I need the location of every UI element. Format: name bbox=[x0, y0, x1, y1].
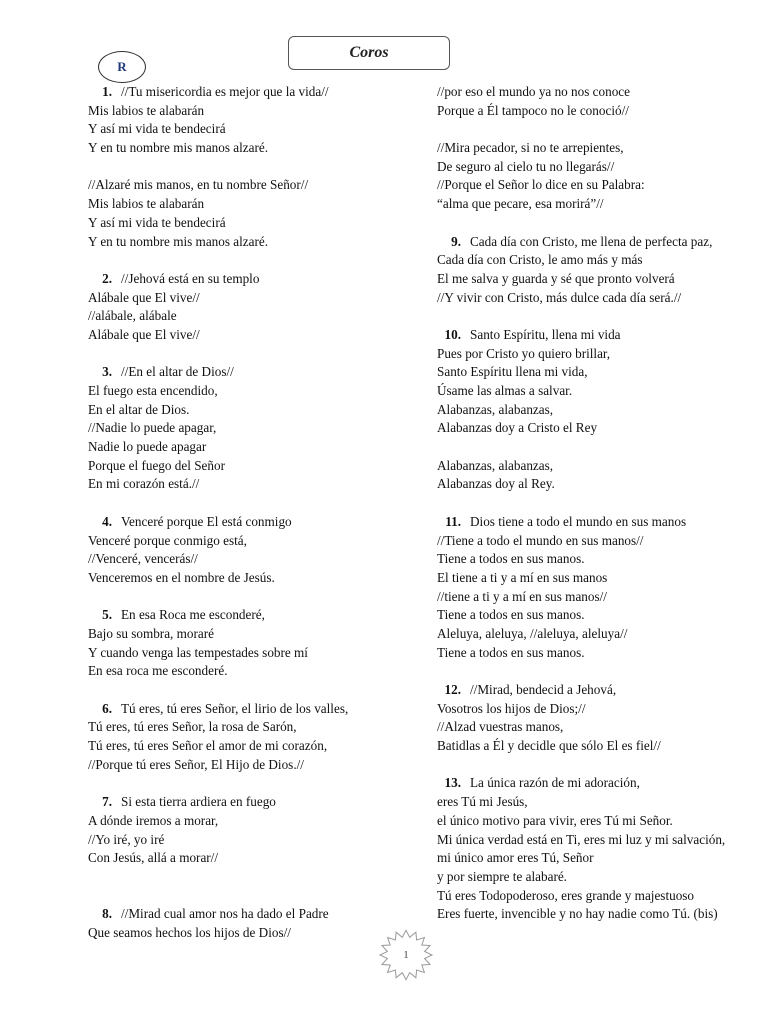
lyric-text: Con Jesús, allá a morar// bbox=[88, 850, 219, 866]
lyric-line bbox=[437, 849, 757, 868]
lyric-text: Cada día con Cristo, le amo más y más bbox=[437, 252, 643, 268]
lyric-line bbox=[437, 831, 757, 850]
lyric-line bbox=[88, 756, 388, 775]
lyric-text: Mis labios te alabarán bbox=[88, 196, 205, 212]
lyric-line bbox=[437, 532, 757, 551]
lyric-text: Bajo su sombra, moraré bbox=[88, 625, 214, 641]
lyric-text: //Mirad, bendecid a Jehová, bbox=[470, 682, 617, 697]
lyric-line bbox=[88, 195, 388, 214]
lyric-text: La única razón de mi adoración, bbox=[470, 775, 640, 791]
lyric-line bbox=[437, 905, 757, 924]
lyric-line bbox=[88, 102, 388, 121]
blank-line bbox=[437, 438, 757, 457]
lyric-line bbox=[88, 401, 388, 420]
lyric-text: //Jehová está en su templo bbox=[121, 270, 260, 286]
song-number: 2. bbox=[102, 270, 112, 286]
lyric-line bbox=[437, 83, 757, 102]
lyric-text: Si esta tierra ardiera en fuego bbox=[121, 794, 276, 810]
lyric-text: //Alzaré mis manos, en tu nombre Señor// bbox=[88, 177, 309, 193]
song-number: 3. bbox=[102, 364, 112, 380]
blank-line bbox=[88, 868, 388, 887]
lyric-line bbox=[88, 233, 388, 252]
lyric-line bbox=[437, 326, 757, 345]
stanza-gap bbox=[88, 494, 388, 513]
lyric-text: Batidlas a Él y decidle que sólo El es fiel// bbox=[437, 738, 661, 754]
lyric-line bbox=[437, 625, 757, 644]
lyric-line bbox=[437, 158, 757, 177]
lyric-line bbox=[88, 924, 388, 943]
song-block bbox=[88, 83, 388, 251]
stanza-gap bbox=[437, 214, 757, 233]
blank-line bbox=[88, 158, 388, 177]
lyric-text: Mis labios te alabarán bbox=[88, 102, 205, 118]
lyric-line bbox=[88, 475, 388, 494]
song-block bbox=[88, 793, 388, 886]
song-number: 13. bbox=[444, 775, 461, 791]
lyric-text: Tú eres, tú eres Señor, el lirio de los valles, bbox=[121, 700, 349, 716]
lyric-text: Tú eres, tú eres Señor el amor de mi corazón, bbox=[88, 738, 328, 754]
lyric-text: Santo Espíritu, llena mi vida bbox=[470, 326, 621, 342]
lyric-text: Úsame las almas a salvar. bbox=[437, 383, 573, 398]
lyric-text: //Venceré, vencerás// bbox=[88, 551, 198, 567]
lyric-text: Que seamos hechos los hijos de Dios// bbox=[88, 924, 291, 940]
lyric-line bbox=[88, 662, 388, 681]
lyric-text: En esa Roca me esconderé, bbox=[121, 607, 265, 623]
lyric-text: Mi única verdad está en Ti, eres mi luz y mi salvación, bbox=[437, 831, 726, 847]
stanza-gap bbox=[88, 887, 388, 906]
lyric-line bbox=[437, 700, 757, 719]
song-number: 9. bbox=[451, 233, 461, 249]
song-block bbox=[437, 513, 757, 663]
song-block bbox=[437, 681, 757, 756]
lyric-text: A dónde iremos a morar, bbox=[88, 812, 219, 828]
lyric-text: Alabanzas, alabanzas, bbox=[437, 401, 554, 417]
lyric-text: Santo Espíritu llena mi vida, bbox=[437, 364, 588, 380]
lyric-text: En el altar de Dios. bbox=[88, 401, 190, 417]
lyric-text: En esa roca me esconderé. bbox=[88, 663, 228, 679]
lyric-text: //Yo iré, yo iré bbox=[88, 831, 165, 847]
song-block bbox=[88, 606, 388, 681]
lyric-text: //En el altar de Dios// bbox=[121, 364, 234, 380]
song-block bbox=[88, 270, 388, 345]
blank-line bbox=[437, 120, 757, 139]
lyric-text: Tiene a todos en sus manos. bbox=[437, 607, 585, 623]
song-block bbox=[437, 774, 757, 924]
lyric-text: Porque a Él tampoco no le conoció// bbox=[437, 102, 629, 118]
lyric-line bbox=[437, 588, 757, 607]
lyric-text: y por siempre te alabaré. bbox=[437, 868, 567, 884]
lyric-text: Pues por Cristo yo quiero brillar, bbox=[437, 345, 611, 361]
song-block bbox=[88, 363, 388, 494]
lyric-text: //Y vivir con Cristo, más dulce cada día será.// bbox=[437, 289, 682, 305]
song-block bbox=[437, 326, 757, 494]
lyric-line bbox=[437, 513, 757, 532]
lyric-line bbox=[437, 606, 757, 625]
lyric-line bbox=[437, 737, 757, 756]
lyric-line bbox=[88, 289, 388, 308]
lyric-line bbox=[437, 233, 757, 252]
lyric-line bbox=[437, 289, 757, 308]
lyric-line bbox=[88, 307, 388, 326]
lyric-line bbox=[88, 513, 388, 532]
lyric-line bbox=[437, 812, 757, 831]
lyric-text: Tú eres Todopoderoso, eres grande y majestuoso bbox=[437, 887, 695, 903]
lyric-line bbox=[88, 793, 388, 812]
lyric-line bbox=[88, 326, 388, 345]
lyric-line bbox=[437, 868, 757, 887]
lyric-text: Venceré porque El está conmigo bbox=[121, 513, 292, 529]
song-block bbox=[88, 905, 388, 942]
stanza-gap bbox=[88, 681, 388, 700]
lyric-line bbox=[88, 812, 388, 831]
lyric-line bbox=[88, 718, 388, 737]
lyric-line bbox=[437, 774, 757, 793]
song-number: 11. bbox=[445, 513, 461, 529]
song-block bbox=[437, 83, 757, 214]
lyric-line bbox=[437, 419, 757, 438]
left-column bbox=[88, 83, 388, 943]
lyric-text: Nadie lo puede apagar bbox=[88, 439, 207, 455]
section-badge: R bbox=[98, 51, 146, 83]
lyric-text: “alma que pecare, esa morirá”// bbox=[437, 196, 604, 212]
lyric-line bbox=[88, 625, 388, 644]
stanza-gap bbox=[88, 251, 388, 270]
lyric-line bbox=[88, 849, 388, 868]
lyric-text: El tiene a ti y a mí en sus manos bbox=[437, 569, 608, 585]
song-number: 5. bbox=[102, 607, 112, 623]
lyric-text: //Porque tú eres Señor, El Hijo de Dios.// bbox=[88, 756, 304, 772]
lyric-text: mi único amor eres Tú, Señor bbox=[437, 850, 594, 866]
song-number: 10. bbox=[444, 326, 461, 342]
lyric-line bbox=[88, 270, 388, 289]
lyric-line bbox=[88, 606, 388, 625]
lyric-text: Aleluya, aleluya, //aleluya, aleluya// bbox=[437, 625, 628, 641]
lyric-text: //Mirad cual amor nos ha dado el Padre bbox=[121, 906, 329, 922]
lyric-text: Tiene a todos en sus manos. bbox=[437, 551, 585, 567]
page-title: Coros bbox=[288, 36, 450, 70]
lyric-line bbox=[88, 831, 388, 850]
lyric-line bbox=[437, 195, 757, 214]
lyric-text: //Porque el Señor lo dice en su Palabra: bbox=[437, 177, 645, 193]
lyric-line bbox=[88, 700, 388, 719]
lyric-line bbox=[437, 270, 757, 289]
lyric-line bbox=[88, 644, 388, 663]
lyric-text: //Tu misericordia es mejor que la vida// bbox=[121, 84, 329, 99]
lyric-text: Alabanzas doy a Cristo el Rey bbox=[437, 420, 598, 436]
lyric-text: Alabanzas, alabanzas, bbox=[437, 457, 554, 473]
lyric-line bbox=[88, 83, 388, 102]
stanza-gap bbox=[437, 662, 757, 681]
song-block bbox=[88, 700, 388, 775]
lyric-line bbox=[88, 363, 388, 382]
lyric-text: Venceré porque conmigo está, bbox=[88, 532, 247, 548]
lyric-line bbox=[437, 475, 757, 494]
lyric-line bbox=[437, 569, 757, 588]
stanza-gap bbox=[88, 588, 388, 607]
lyric-text: De seguro al cielo tu no llegarás// bbox=[437, 158, 615, 174]
lyric-text: El fuego esta encendido, bbox=[88, 383, 218, 398]
page-number: 1 bbox=[403, 949, 409, 961]
lyric-line bbox=[437, 550, 757, 569]
lyric-text: Alábale que El vive// bbox=[88, 289, 200, 305]
lyric-line bbox=[437, 887, 757, 906]
stanza-gap bbox=[437, 307, 757, 326]
lyric-text: Y en tu nombre mis manos alzaré. bbox=[88, 140, 269, 156]
song-number: 4. bbox=[102, 513, 112, 529]
lyric-text: //Nadie lo puede apagar, bbox=[88, 420, 217, 436]
lyric-text: Dios tiene a todo el mundo en sus manos bbox=[470, 513, 687, 529]
lyric-text: Porque el fuego del Señor bbox=[88, 457, 225, 473]
song-block bbox=[88, 513, 388, 588]
lyric-text: Y así mi vida te bendecirá bbox=[88, 121, 226, 137]
right-column bbox=[437, 83, 757, 924]
lyric-text: Venceremos en el nombre de Jesús. bbox=[88, 569, 275, 585]
lyric-text: Y cuando venga las tempestades sobre mí bbox=[88, 644, 308, 660]
lyric-text: Vosotros los hijos de Dios;// bbox=[437, 700, 586, 716]
lyric-line bbox=[88, 214, 388, 233]
lyric-line bbox=[437, 345, 757, 364]
lyric-line bbox=[88, 139, 388, 158]
lyric-text: Alábale que El vive// bbox=[88, 326, 200, 342]
song-number: 8. bbox=[102, 906, 112, 922]
lyric-text: Alabanzas doy al Rey. bbox=[437, 476, 555, 492]
lyric-line bbox=[437, 718, 757, 737]
stanza-gap bbox=[88, 345, 388, 364]
song-number: 6. bbox=[102, 700, 112, 716]
lyric-text: //alábale, alábale bbox=[88, 308, 177, 324]
lyric-line bbox=[88, 176, 388, 195]
lyric-line bbox=[88, 550, 388, 569]
lyric-text: En mi corazón está.// bbox=[88, 476, 200, 492]
lyric-text: Cada día con Cristo, me llena de perfecta paz, bbox=[470, 233, 713, 249]
lyric-line bbox=[437, 176, 757, 195]
lyric-line bbox=[437, 382, 757, 401]
lyric-text: Eres fuerte, invencible y no hay nadie como Tú. (bis) bbox=[437, 906, 718, 922]
page-number-badge bbox=[378, 928, 434, 982]
lyric-line bbox=[437, 681, 757, 700]
song-block bbox=[437, 233, 757, 308]
lyric-text: El me salva y guarda y sé que pronto volverá bbox=[437, 270, 675, 286]
lyric-text: //por eso el mundo ya no nos conoce bbox=[437, 84, 631, 99]
lyric-text: Tú eres, tú eres Señor, la rosa de Sarón, bbox=[88, 719, 297, 735]
stanza-gap bbox=[88, 774, 388, 793]
lyric-text: //Tiene a todo el mundo en sus manos// bbox=[437, 532, 644, 548]
lyric-text: Y en tu nombre mis manos alzaré. bbox=[88, 233, 269, 249]
lyric-text: Tiene a todos en sus manos. bbox=[437, 644, 585, 660]
lyric-line bbox=[88, 457, 388, 476]
lyric-line bbox=[437, 793, 757, 812]
lyric-line bbox=[437, 363, 757, 382]
lyric-text: //Mira pecador, si no te arrepientes, bbox=[437, 140, 624, 156]
lyric-line bbox=[437, 644, 757, 663]
lyric-line bbox=[88, 438, 388, 457]
lyric-line bbox=[88, 569, 388, 588]
lyric-text: el único motivo para vivir, eres Tú mi Señor. bbox=[437, 812, 673, 828]
lyric-line bbox=[88, 382, 388, 401]
lyric-line bbox=[88, 905, 388, 924]
lyric-line bbox=[88, 737, 388, 756]
lyric-line bbox=[88, 532, 388, 551]
lyric-line bbox=[437, 401, 757, 420]
stanza-gap bbox=[437, 494, 757, 513]
song-number: 1. bbox=[102, 84, 112, 99]
lyric-line bbox=[437, 251, 757, 270]
lyric-line bbox=[437, 139, 757, 158]
stanza-gap bbox=[437, 756, 757, 775]
song-number: 12. bbox=[444, 682, 461, 697]
lyric-text: //Alzad vuestras manos, bbox=[437, 719, 564, 735]
song-number: 7. bbox=[102, 794, 112, 810]
lyric-line bbox=[437, 102, 757, 121]
lyric-line bbox=[88, 419, 388, 438]
lyric-line bbox=[88, 120, 388, 139]
lyric-text: //tiene a ti y a mí en sus manos// bbox=[437, 588, 607, 604]
lyric-text: Y así mi vida te bendecirá bbox=[88, 214, 226, 230]
lyric-text: eres Tú mi Jesús, bbox=[437, 794, 528, 810]
lyric-line bbox=[437, 457, 757, 476]
